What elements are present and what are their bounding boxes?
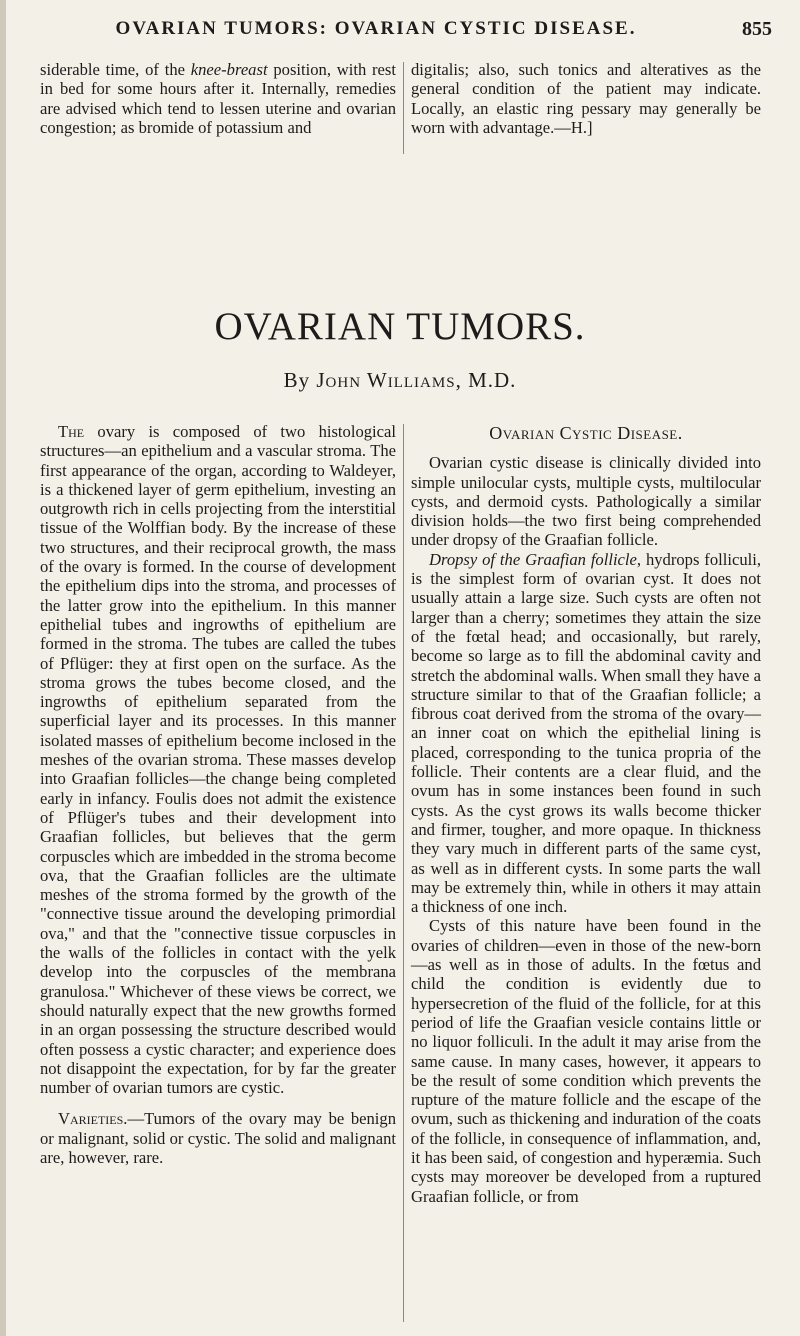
byline-by: By (283, 368, 317, 392)
author-degree: , M.D. (455, 368, 517, 392)
article-title: OVARIAN TUMORS. (214, 305, 586, 348)
section-heading: Ovarian Cystic Disease. (489, 423, 683, 443)
paragraph (40, 60, 396, 137)
page-edge-shadow (0, 0, 6, 1336)
text-run: ovary is composed of two histological structures—an epithelium and a vascular stroma. The first appearance of the organ, according to Waldeyer, is a thickened layer of germ epithelium, investing an outgrowth rich in cells projecting from the interstitial tissue of the Wolffian body. By the increase of these two structures, and their reciprocal growth, the mass of the ovary is formed. In the course of development the epithelium dips into the stroma, and processes of the latter grow into the epithelium. In this manner epithelial tubes and ingrowths of epithelium are formed in the stroma. The tubes are called the tubes of Pflüger: they at first open on the surface. As the stroma grows the tubes become closed, and the ingrowths of epithelium separated from the superficial layer and its processes. In this manner isolated masses of epithelium become inclosed in the meshes of the ovarian stroma. These masses develop into Graafian follicles—the change being completed early in infancy. Foulis does not admit the existence of Pflüger's tubes and their development into Graafian follicles, but believes that the germ corpuscles which are imbedded in the stroma become ova, that the Graafian follicles are the ultimate meshes of the stroma formed by the growth of the "connective tissue around the developing primordial ova," and that the "connective tissue corpuscles in the walls of the follicles in contact with the yelk develop into the corpuscles of the membrana granulosa." Whichever of these views be correct, we should naturally expect that the new growths formed in an organ possessing the structure described would often possess a cystic character; and experience does not disappoint the expectation, for by far the greater number of ovarian tumors are cystic. (40, 422, 396, 1098)
article-column-right (411, 422, 761, 1206)
continued-text-left (40, 60, 396, 137)
page-number: 855 (742, 18, 772, 40)
paragraph (411, 550, 761, 917)
text-run: siderable time, of the (40, 60, 191, 79)
byline (0, 368, 800, 393)
text-run: —Tumors of the ovary may be benign or malignant, solid or cystic. The solid and malignant are, however, rare. (40, 1109, 396, 1167)
section-lead: Varieties. (58, 1109, 128, 1129)
continued-text-right (411, 60, 761, 137)
author-name: John Williams (316, 368, 456, 392)
column-divider (403, 424, 404, 1322)
page-header (40, 18, 772, 52)
article-column-left (40, 422, 396, 1167)
italic-term: Dropsy of the Graafian follicle (429, 549, 637, 569)
paragraph: Ovarian cystic disease is clinically divided into simple unilocular cysts, multiple cysts, multilocular cysts, and dermoid cysts. Pathologically a similar division holds—the two first being comprehended under dropsy of the Graafian follicle. (411, 453, 761, 550)
text-run: , hydrops folliculi, is the simplest form of ovarian cyst. It does not usually attain a large size. Such cysts are often not larger than a cherry; sometimes they attain the size of the fœtal head; and occasionally, but rarely, become so large as to fill the abdominal cavity and stretch the abdominal walls. When small they have a structure similar to that of the Graafian follicle; a fibrous coat derived from the stroma of the ovary—an inner coat on which the epithelial lining is placed, corresponding to the tunica propria of the follicle. Their contents are a clear fluid, and the ovum has in some instances been found in such cysts. As the cyst grows its walls become thicker and firmer, tougher, and more opaque. In thickness they vary much in different parts of the same cyst, as well as in different cysts. In some parts the wall may be extremely thin, while in others it may attain a thickness of one inch. (411, 549, 761, 917)
column-divider (403, 62, 404, 154)
paragraph (40, 1109, 396, 1167)
text-run: position, with rest in bed for some hours after it. Internally, remedies are advised which tend to lessen uterine and ovarian congestion; as bromide of potassium and (40, 60, 396, 137)
italic-term: knee-breast (190, 60, 268, 79)
paragraph: Cysts of this nature have been found in the ovaries of children—even in those of the new-born—as well as in those of adults. In the fœtus and child the condition is evidently due to hypersecretion of the fluid of the follicle, for at this period of life the Graafian vesicle contains little or no liquor folliculi. In the adult it may arise from the same cause. In many cases, however, it appears to be the result of some condition which prevents the rupture of the mature follicle and the escape of the ovum, such as thickening and induration of the coats of the follicle, in consequence of inflammation, and, it has been said, of congestion and hyperæmia. Such cysts may moreover be developed from a ruptured Graafian follicle, or from (411, 916, 761, 1206)
paragraph (40, 422, 396, 1097)
paragraph: digitalis; also, such tonics and alteratives as the general condition of the patient may indicate. Locally, an elastic ring pessary may generally be worn with advantage.—H.] (411, 60, 761, 137)
lead-word: The (58, 422, 85, 441)
running-head: OVARIAN TUMORS: OVARIAN CYSTIC DISEASE. (115, 18, 637, 39)
